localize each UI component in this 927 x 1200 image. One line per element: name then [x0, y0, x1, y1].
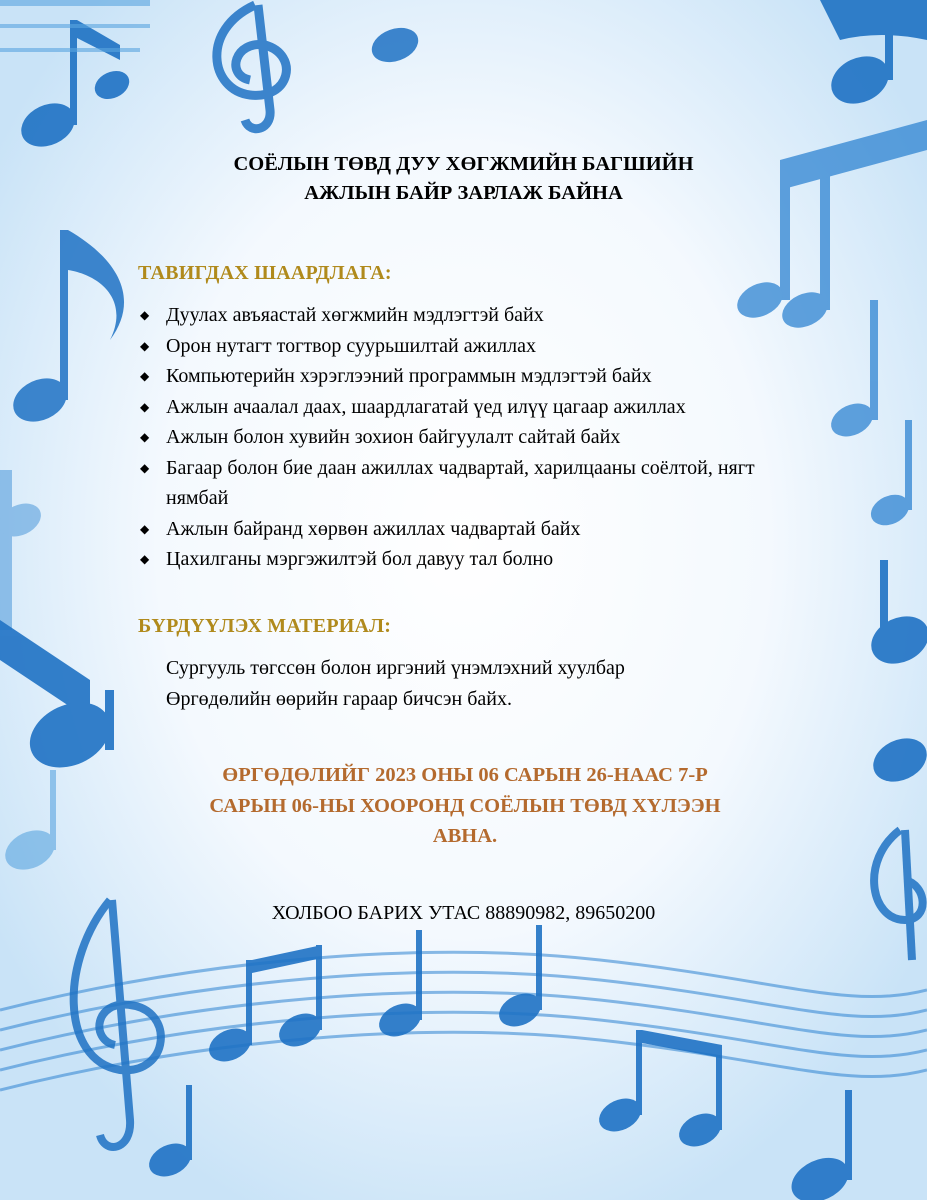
documents-line-2: Өргөдөлийн өөрийн гараар бичсэн байх. [166, 687, 512, 710]
diamond-bullet-icon: ◆ [140, 552, 150, 566]
diamond-bullet-icon: ◆ [140, 460, 150, 475]
application-notice [120, 760, 810, 852]
notice-line-3: АВНА. [432, 825, 498, 847]
list-item: ◆ Орон нутагт тогтвор суурьшилтай ажиллах [138, 331, 778, 362]
diamond-bullet-icon: ◆ [140, 521, 150, 536]
list-item: ◆ Цахилганы мэргэжилтэй бол давуу тал болно [138, 544, 778, 575]
notice-line-1: ӨРГӨДӨЛИЙГ 2023 ОНЫ 06 САРЫН 26-НААС 7-Р [222, 764, 708, 786]
notice-line-2: САРЫН 06-НЫ ХООРОНД СОЁЛЫН ТӨВД ХҮЛЭЭН [209, 794, 721, 817]
title-line-1: СОЁЛЫН ТӨВД ДУУ ХӨГЖМИЙН БАГШИЙН [233, 153, 694, 175]
documents-text [166, 653, 625, 714]
diamond-bullet-icon: ◆ [140, 308, 150, 322]
page-title [0, 150, 927, 208]
list-item: ◆ Компьютерийн хэрэглээний программын мэдлэгтэй байх [138, 361, 778, 392]
diamond-bullet-icon: ◆ [140, 369, 150, 383]
documents-heading: БҮРДҮҮЛЭХ МАТЕРИАЛ: [138, 615, 392, 637]
requirements-list [138, 300, 778, 575]
diamond-bullet-icon: ◆ [140, 399, 150, 414]
list-item: ◆ Багаар болон бие даан ажиллах чадвартай, харилцааны соёлтой, нягт нямбай [138, 453, 778, 514]
documents-line-1: Сургууль төгссөн болон иргэний үнэмлэхний хуулбар [166, 657, 625, 679]
contact-phone: ХОЛБОО БАРИХ УТАС 88890982, 89650200 [271, 902, 656, 924]
list-item: ◆ Ажлын байранд хөрвөн ажиллах чадвартай байх [138, 514, 778, 545]
diamond-bullet-icon: ◆ [140, 430, 150, 444]
diamond-bullet-icon: ◆ [140, 338, 150, 353]
requirements-heading: ТАВИГДАХ ШААРДЛАГА: [138, 262, 392, 284]
list-item: ◆ Дуулах авъяастай хөгжмийн мэдлэгтэй байх [138, 300, 778, 331]
list-item: ◆ Ажлын ачаалал даах, шаардлагатай үед илүү цагаар ажиллах [138, 392, 778, 423]
title-line-2: АЖЛЫН БАЙР ЗАРЛАЖ БАЙНА [304, 182, 623, 204]
list-item: ◆ Ажлын болон хувийн зохион байгуулалт сайтай байх [138, 422, 778, 453]
